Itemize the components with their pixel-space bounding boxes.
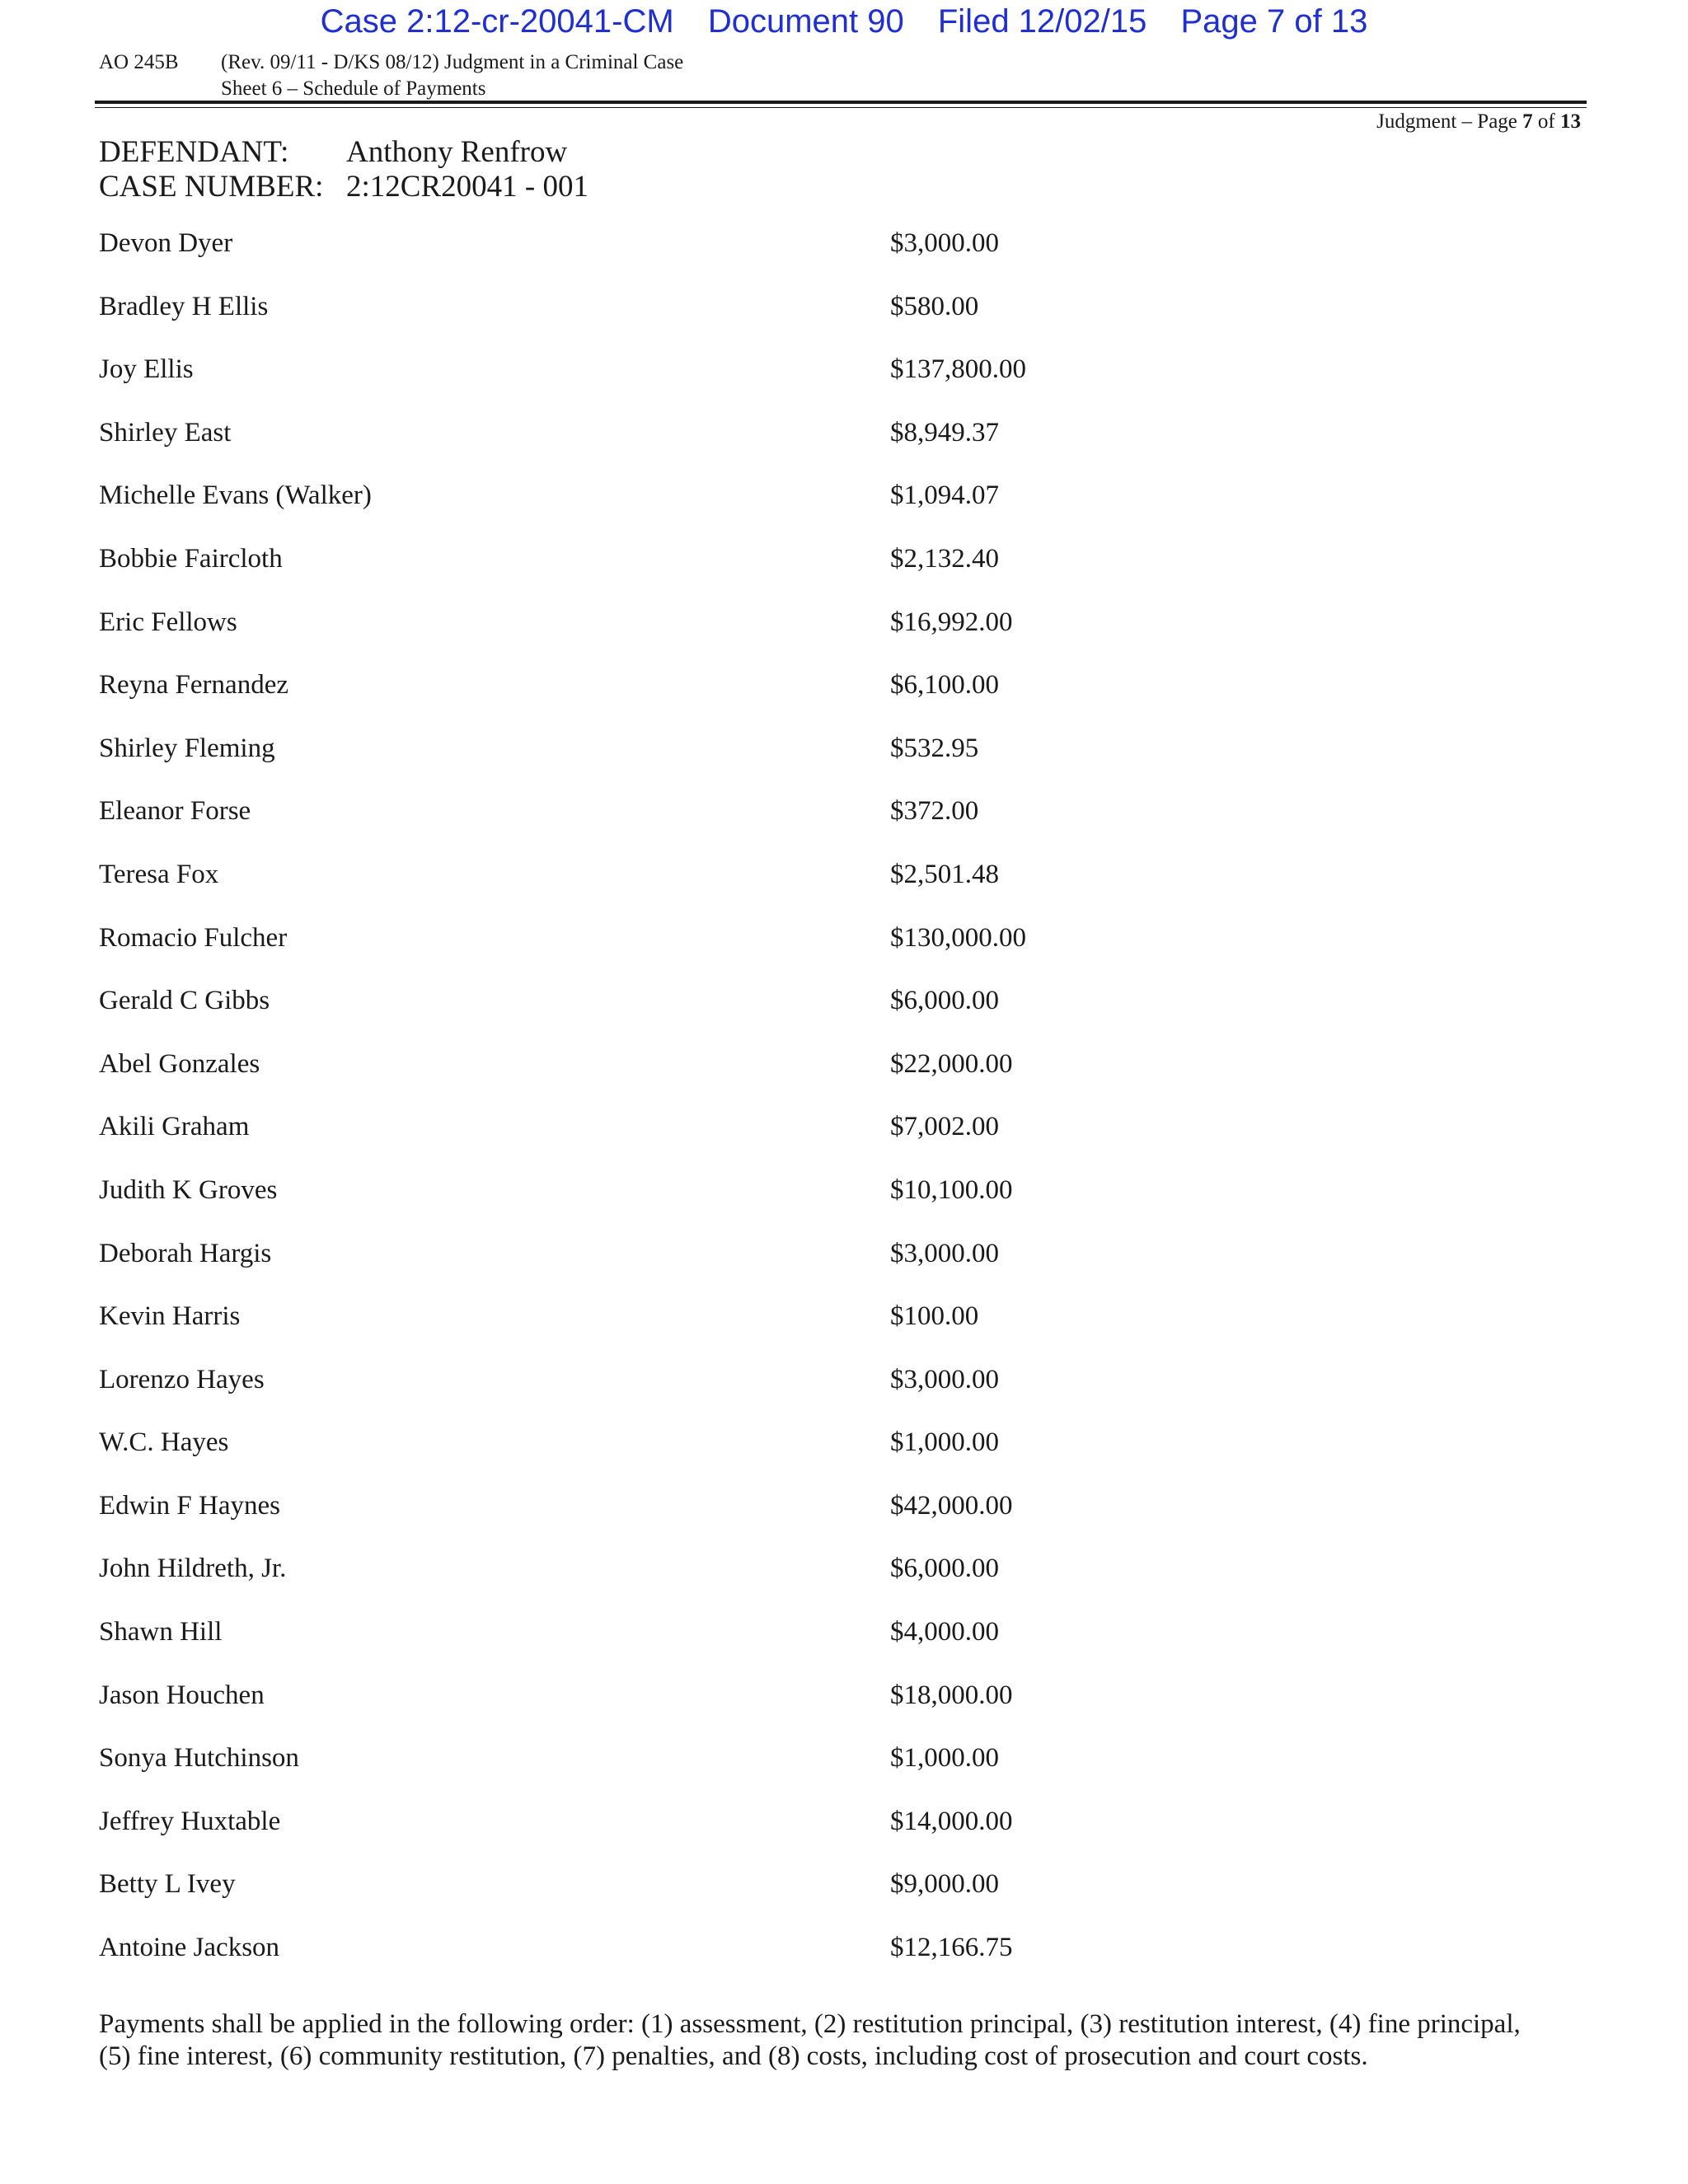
stamp-filed: Filed 12/02/15 <box>937 3 1147 40</box>
payee-amount: $100.00 <box>890 1301 979 1332</box>
header-rule-thick <box>95 101 1587 104</box>
payee-name: Bobbie Faircloth <box>99 543 283 574</box>
payee-row <box>99 1488 1500 1552</box>
payee-name: Joy Ellis <box>99 354 194 385</box>
defendant-line <box>99 135 567 170</box>
payee-row <box>99 983 1500 1047</box>
payee-name: Eric Fellows <box>99 607 237 637</box>
payee-amount: $8,949.37 <box>890 417 999 448</box>
payee-row <box>99 352 1500 415</box>
payee-name: Teresa Fox <box>99 859 219 889</box>
payee-name: Lorenzo Hayes <box>99 1364 265 1394</box>
payee-row <box>99 668 1500 731</box>
payee-row <box>99 1109 1500 1173</box>
form-revision-line: (Rev. 09/11 - D/KS 08/12) Judgment in a Criminal Case <box>221 51 684 73</box>
payee-amount: $6,100.00 <box>890 670 999 701</box>
payee-name: Kevin Harris <box>99 1301 241 1332</box>
payee-amount: $2,501.48 <box>890 859 999 889</box>
payee-amount: $1,094.07 <box>890 480 999 511</box>
payee-amount: $16,992.00 <box>890 607 1013 637</box>
court-filing-stamp <box>0 0 1688 43</box>
payee-row <box>99 1551 1500 1615</box>
payee-amount: $1,000.00 <box>890 1427 999 1458</box>
payee-amount: $372.00 <box>890 796 979 827</box>
judgment-page-reference <box>1376 109 1581 135</box>
payee-name: Abel Gonzales <box>99 1048 260 1079</box>
payee-amount: $42,000.00 <box>890 1490 1013 1521</box>
payee-row <box>99 1362 1500 1426</box>
payee-amount: $1,000.00 <box>890 1743 999 1774</box>
payee-name: Reyna Fernandez <box>99 670 288 701</box>
payee-name: Sonya Hutchinson <box>99 1743 299 1774</box>
payee-name: Michelle Evans (Walker) <box>99 480 372 511</box>
payee-amount: $10,100.00 <box>890 1174 1013 1205</box>
payee-row <box>99 1236 1500 1300</box>
payee-name: Akili Graham <box>99 1112 250 1142</box>
payee-row <box>99 1047 1500 1110</box>
form-sheet-line: Sheet 6 – Schedule of Payments <box>221 77 486 100</box>
payee-amount: $2,132.40 <box>890 543 999 574</box>
payee-row <box>99 478 1500 541</box>
payee-row <box>99 605 1500 668</box>
payee-amount: $12,166.75 <box>890 1933 1013 1963</box>
payee-name: Gerald C Gibbs <box>99 986 270 1016</box>
payee-row <box>99 1173 1500 1236</box>
payment-order-line-1: Payments shall be applied in the following order: (1) assessment, (2) restitution principal, (3) restitution interest, (4) fine principal, <box>99 2009 1521 2039</box>
payee-name: Antoine Jackson <box>99 1933 280 1963</box>
payee-amount: $580.00 <box>890 291 979 321</box>
payee-row <box>99 1299 1500 1362</box>
page-ref-prefix: Judgment – Page <box>1376 110 1523 133</box>
payee-row <box>99 1678 1500 1741</box>
payee-amount: $532.95 <box>890 733 979 763</box>
payee-name: Jason Houchen <box>99 1680 265 1710</box>
case-number-value: 2:12CR20041 - 001 <box>346 170 588 204</box>
page-ref-of: of <box>1532 110 1560 133</box>
payee-row <box>99 1615 1500 1678</box>
defendant-label: DEFENDANT: <box>99 135 289 169</box>
defendant-name: Anthony Renfrow <box>346 135 568 169</box>
payee-amount: $22,000.00 <box>890 1048 1013 1079</box>
payee-amount: $18,000.00 <box>890 1680 1013 1710</box>
payee-row <box>99 415 1500 479</box>
payment-order-note <box>99 2008 1582 2073</box>
payee-row <box>99 794 1500 857</box>
payee-amount: $130,000.00 <box>890 922 1026 953</box>
payee-name: Bradley H Ellis <box>99 291 269 321</box>
payee-amount: $7,002.00 <box>890 1112 999 1142</box>
payee-name: Edwin F Haynes <box>99 1490 280 1521</box>
payee-row <box>99 731 1500 794</box>
payee-amount: $3,000.00 <box>890 1364 999 1394</box>
payee-row <box>99 1741 1500 1804</box>
case-number-label: CASE NUMBER: <box>99 170 324 204</box>
page-ref-current: 7 <box>1522 110 1533 133</box>
payment-order-line-2: (5) fine interest, (6) community restitution, (7) penalties, and (8) costs, including cost of prosecution and court costs. <box>99 2041 1368 2071</box>
payee-row <box>99 1425 1500 1488</box>
payee-name: Judith K Groves <box>99 1174 278 1205</box>
payee-amount: $3,000.00 <box>890 1238 999 1268</box>
case-number-line <box>99 170 588 204</box>
stamp-page: Page 7 of 13 <box>1180 3 1368 40</box>
stamp-case: Case 2:12-cr-20041-CM <box>320 3 674 40</box>
payee-amount: $14,000.00 <box>890 1806 1013 1836</box>
payee-name: Shirley Fleming <box>99 733 275 763</box>
payee-name: W.C. Hayes <box>99 1427 229 1458</box>
payee-name: Shawn Hill <box>99 1617 223 1647</box>
payee-row <box>99 226 1500 289</box>
payee-list <box>99 226 1500 1994</box>
payee-amount: $6,000.00 <box>890 1554 999 1584</box>
payee-name: Eleanor Forse <box>99 796 251 827</box>
payee-name: Devon Dyer <box>99 228 233 258</box>
payee-name: Deborah Hargis <box>99 1238 272 1268</box>
form-description <box>221 49 963 102</box>
payee-row <box>99 541 1500 605</box>
payee-amount: $6,000.00 <box>890 986 999 1016</box>
payee-name: John Hildreth, Jr. <box>99 1554 287 1584</box>
payee-amount: $9,000.00 <box>890 1869 999 1900</box>
payee-name: Shirley East <box>99 417 232 448</box>
payee-row <box>99 1804 1500 1868</box>
payee-amount: $137,800.00 <box>890 354 1026 385</box>
payee-name: Romacio Fulcher <box>99 922 288 953</box>
payee-amount: $3,000.00 <box>890 228 999 258</box>
form-code: AO 245B <box>99 51 179 73</box>
stamp-document: Document 90 <box>707 3 904 40</box>
payee-row <box>99 1867 1500 1930</box>
payee-name: Betty L Ivey <box>99 1869 236 1900</box>
payee-row <box>99 1930 1500 1994</box>
payee-row <box>99 857 1500 921</box>
payee-row <box>99 289 1500 353</box>
payee-amount: $4,000.00 <box>890 1617 999 1647</box>
payee-name: Jeffrey Huxtable <box>99 1806 281 1836</box>
payee-row <box>99 921 1500 984</box>
page-ref-total: 13 <box>1560 110 1581 133</box>
header-rule-thin <box>95 107 1587 108</box>
